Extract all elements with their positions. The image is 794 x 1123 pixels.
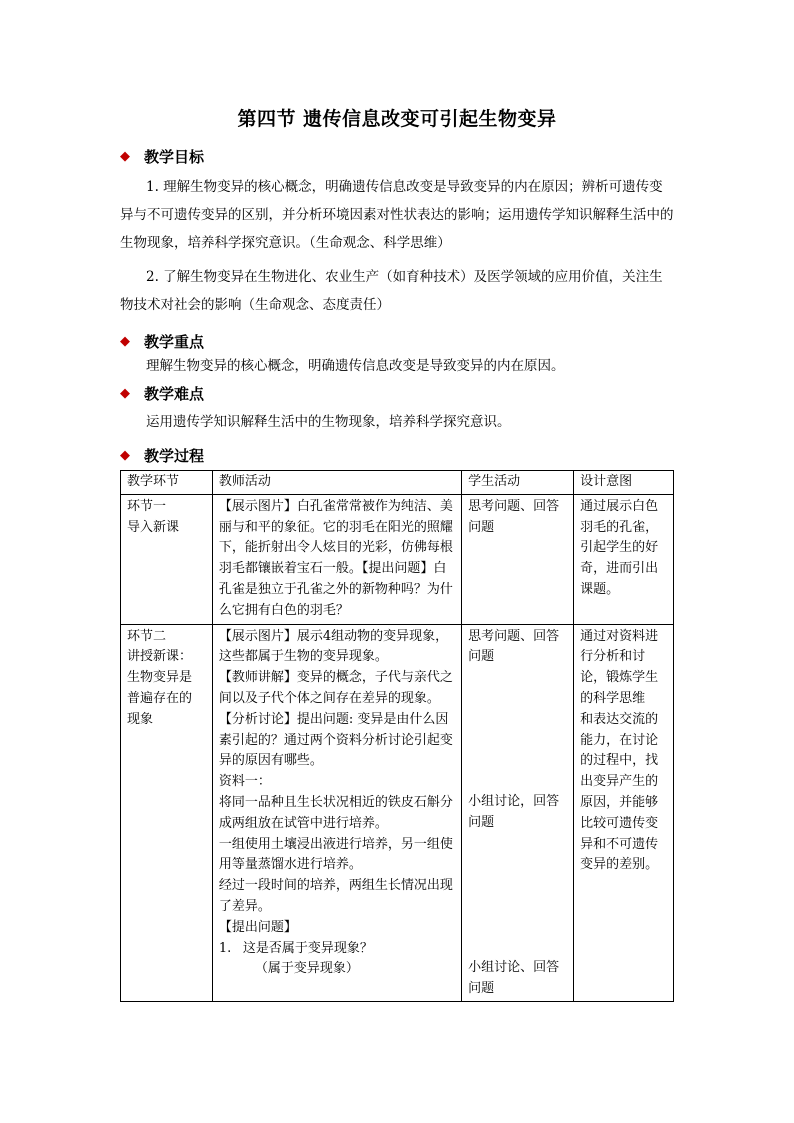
intent-cell: 通过对资料进行分析和讨论，锻炼学生的科学思维 和表达交流的能力，在讨论的过程中，找出变异产生的原因，并能够比较可遗传变异和不可遗传变异的差别。 bbox=[574, 624, 674, 1002]
diamond-bullet-icon: ◆ bbox=[120, 386, 130, 401]
teacher-cell: 【展示图片】展示4组动物的变异现象，这些都属于生物的变异现象。 【教师讲解】变异的概念，子代与亲代之间以及子代个体之间存在差异的现象。 【分析讨论】提出问题: 变异是由什么因素引起的？通过两个资料分析讨论引起变异的原因有哪些。 资料一： 将同一品种且生长状况相近的铁皮石斛分成两组放在试管中进行培养。 一组使用土壤浸出液进行培养，另一组使用等量蒸馏水进行培养。 经过一段时间的培养，两组生长情况出现了差异。 【提出问题】 1. 这是否属于变异现象？ （属于变异现象） bbox=[212, 624, 461, 1002]
key-point-text: 理解生物变异的核心概念，明确遗传信息改变是导致变异的内在原因。 bbox=[146, 358, 565, 374]
diamond-bullet-icon: ◆ bbox=[120, 334, 130, 349]
difficult-point-text: 运用遗传学知识解释生活中的生物现象，培养科学探究意识。 bbox=[146, 414, 511, 430]
table-row bbox=[121, 624, 674, 1002]
header-stage: 教学环节 bbox=[121, 471, 213, 495]
table-header-row bbox=[121, 471, 674, 495]
section-heading-label: 教学难点 bbox=[144, 385, 205, 403]
table-row bbox=[121, 494, 674, 624]
section-heading-process bbox=[120, 445, 204, 466]
page-title: 第四节 遗传信息改变可引起生物变异 bbox=[237, 108, 557, 130]
goal-paragraph-2: 2. 了解生物变异在生物进化、农业生产（如育种技术）及医学领域的应用价值，关注生物技术对社会的影响（生命观念、态度责任） bbox=[120, 269, 663, 313]
student-cell: 思考问题、回答问题 bbox=[462, 494, 574, 624]
section-heading-key bbox=[120, 331, 204, 352]
question-item: 1. 这是否属于变异现象？ bbox=[218, 940, 373, 956]
section-heading-label: 教学过程 bbox=[144, 447, 205, 465]
section-heading-label: 教学目标 bbox=[144, 148, 205, 166]
header-student: 学生活动 bbox=[462, 471, 574, 495]
diamond-bullet-icon: ◆ bbox=[120, 448, 130, 463]
teaching-process-table bbox=[120, 470, 674, 1002]
section-heading-difficult bbox=[120, 383, 204, 404]
header-intent: 设计意图 bbox=[574, 471, 674, 495]
intent-cell: 通过展示白色羽毛的孔雀，引起学生的好奇，进而引出课题。 bbox=[574, 494, 674, 624]
diamond-bullet-icon: ◆ bbox=[120, 149, 130, 164]
stage-cell: 环节二 讲授新课： 生物变异是 普遍存在的 现象 bbox=[121, 624, 213, 1002]
student-cell: 思考问题、回答问题 小组讨论，回答问题 小组讨论、回答问题 bbox=[462, 624, 574, 1002]
section-heading-label: 教学重点 bbox=[144, 333, 205, 351]
section-heading-goals bbox=[120, 146, 204, 167]
header-teacher: 教师活动 bbox=[212, 471, 461, 495]
goal-paragraph-1: 1. 理解生物变异的核心概念，明确遗传信息改变是导致变异的内在原因；辨析可遗传变异与不可遗传变异的区别，并分析环境因素对性状表达的影响；运用遗传学知识解释生活中的生物现象，培养科学探究意识。（生命观念、科学思维） bbox=[120, 179, 674, 251]
stage-cell: 环节一 导入新课 bbox=[121, 494, 213, 624]
teacher-cell: 【展示图片】白孔雀常常被作为纯洁、美丽与和平的象征。它的羽毛在阳光的照耀下，能折射出令人炫目的光彩，仿佛每根羽毛都镶嵌着宝石一般。【提出问题】白孔雀是独立于孔雀之外的新物种吗？为什么它拥有白色的羽毛？ bbox=[212, 494, 461, 624]
